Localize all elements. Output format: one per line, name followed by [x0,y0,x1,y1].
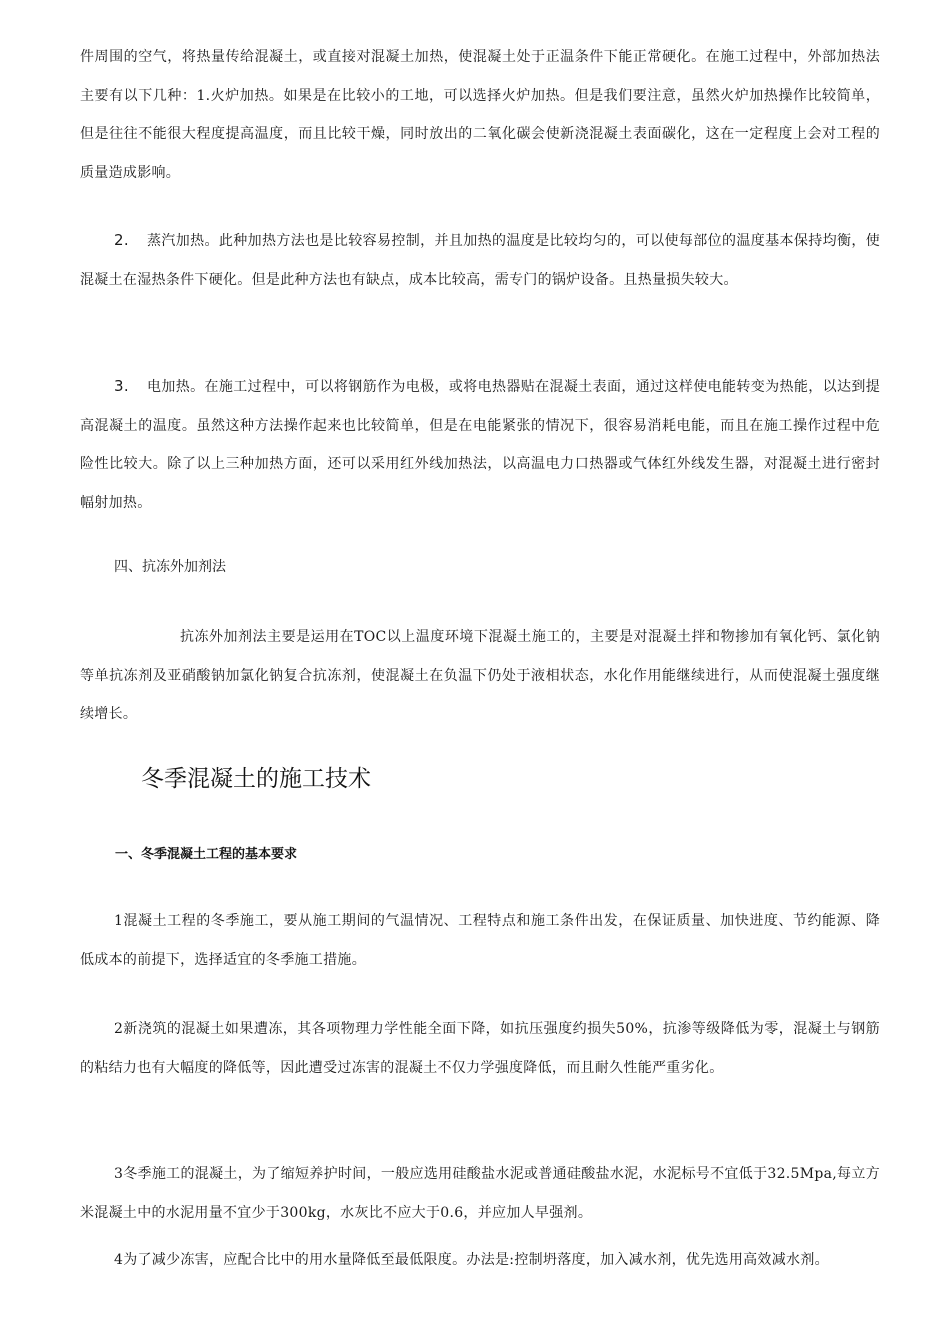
paragraph-text: 1混凝土工程的冬季施工，要从施工期间的气温情况、工程特点和施工条件出发，在保证质量、加快进度、节约能源、降低成本的前提下，选择适宜的冬季施工措施。 [80,913,880,968]
item-number: 3. [114,377,129,395]
paragraph-text: 蒸汽加热。此种加热方法也是比较容易控制，并且加热的温度是比较均匀的，可以使每部位的温度基本保持均衡，使混凝土在湿热条件下硬化。但是此种方法也有缺点，成本比较高，需专门的锅炉设备。且热量损失较大。 [80,233,880,288]
requirement-3 [80,1155,880,1232]
paragraph-text: 3冬季施工的混凝土，为了缩短养护时间，一般应选用硅酸盐水泥或普通硅酸盐水泥，水泥标号不宜低于32.5Mpa,每立方米混凝土中的水泥用量不宜少于300kg，水灰比不应大于0.6，并应加人早强剂。 [80,1166,880,1221]
paragraph-electric-heating [80,367,880,522]
paragraph-antifreeze [80,618,880,734]
page-title: 冬季混凝土的施工技术 [141,766,371,792]
item-number: 2. [114,231,129,249]
paragraph-text: 4为了减少冻害，应配合比中的用水量降低至最低限度。办法是:控制坍落度，加入减水剂，优先选用高效减水剂。 [114,1252,829,1268]
requirement-1 [80,902,880,979]
paragraph-text: 抗冻外加剂法主要是运用在TOC以上温度环境下混凝土施工的，主要是对混凝土拌和物掺加有氧化钙、氯化钠等单抗冻剂及亚硝酸钠加氯化钠复合抗冻剂，使混凝土在负温下仍处于液相状态，水化作用能继续进行，从而使混凝土强度继续增长。 [80,629,880,722]
paragraph-text: 2新浇筑的混凝土如果遭冻，其各项物理力学性能全面下降，如抗压强度约损失50%，抗渗等级降低为零，混凝土与钢筋的粘结力也有大幅度的降低等，因此遭受过冻害的混凝土不仅力学强度降低，而且耐久性能严重劣化。 [80,1021,880,1076]
paragraph-text: 件周围的空气，将热量传给混凝土，或直接对混凝土加热，使混凝土处于正温条件下能正常硬化。在施工过程中，外部加热法主要有以下几种：1.火炉加热。如果是在比较小的工地，可以选择火炉加热。但是我们要注意，虽然火炉加热操作比较简单，但是往往不能很大程度提高温度，而且比较干燥，同时放出的二氧化碳会使新浇混凝土表面碳化，这在一定程度上会对工程的质量造成影响。 [80,49,880,181]
subsection-heading: 一、冬季混凝土工程的基本要求 [115,847,298,862]
paragraph-external-heating [80,38,880,192]
paragraph-text: 电加热。在施工过程中，可以将钢筋作为电极，或将电热器贴在混凝土表面，通过这样使电能转变为热能，以达到提高混凝土的温度。虽然这种方法操作起来也比较简单，但是在电能紧张的情况下，很容易消耗电能，而且在施工操作过程中危险性比较大。除了以上三种加热方面，还可以采用红外线加热法，以高温电力口热器或气体红外线发生器，对混凝土进行密封幅射加热。 [80,379,880,511]
paragraph-steam-heating [80,221,880,299]
section-heading-antifreeze: 四、抗冻外加剂法 [114,559,226,575]
requirement-2 [80,1010,880,1087]
requirement-4 [80,1248,880,1272]
